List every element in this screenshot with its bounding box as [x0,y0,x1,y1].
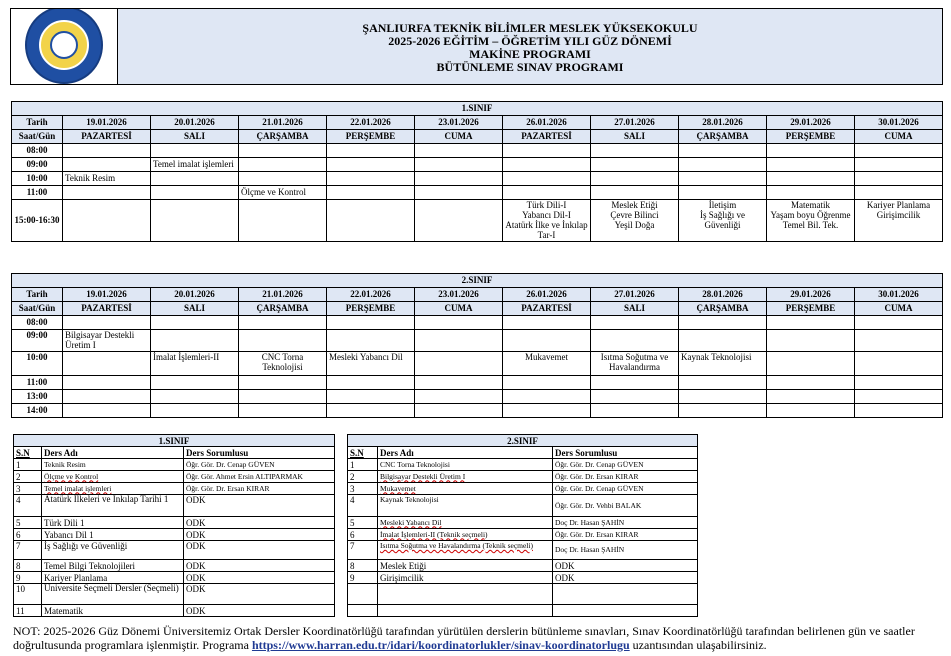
row-sn: 8 [348,560,378,572]
day-cell: CUMA [855,130,943,144]
instructor: ODK [184,605,335,617]
row-sn: 3 [348,483,378,495]
exam-cell: İletişim İş Sağlığı ve Güvenliği [679,200,767,242]
course-name: Türk Dili 1 [42,517,184,529]
header-sn: S.N [14,447,42,459]
date-cell: 30.01.2026 [855,288,943,302]
instructor: Öğr. Gör. Dr. Cenap GÜVEN [184,459,335,471]
exam-cell: Ölçme ve Kontrol [239,186,327,200]
time-cell: 10:00 [12,352,63,376]
course-name: Temel imalat işlemleri [42,483,184,495]
row-sn: 6 [14,529,42,541]
day-cell: PAZARTESİ [63,130,151,144]
instructor: ODK [184,572,335,584]
list-title: 1.SINIF [14,435,335,447]
instructor: Doç Dr. Hasan ŞAHİN [553,541,698,560]
day-cell: CUMA [855,302,943,316]
exam-cell: CNC Torna Teknolojisi [239,352,327,376]
time-cell: 14:00 [12,404,63,418]
exam-coordination-link[interactable]: https://www.harran.edu.tr/idari/koordinatorlukler/sinav-koordinatorlugu [251,638,630,652]
schedule-title: 1.SINIF [12,102,943,116]
time-cell: 08:00 [12,316,63,330]
university-seal-icon [25,9,103,85]
time-cell: 11:00 [12,376,63,390]
day-cell: PERŞEMBE [767,302,855,316]
course-name: Matematik [42,605,184,617]
row-sn: 9 [348,572,378,584]
row-sn: 2 [14,471,42,483]
date-cell: 23.01.2026 [415,288,503,302]
exam-cell: Teknik Resim [63,172,151,186]
date-cell: 27.01.2026 [591,116,679,130]
exam-cell: İmalat İşlemleri-II [151,352,239,376]
course-name: Kaynak Teknolojisi [378,495,553,517]
time-cell: 09:00 [12,158,63,172]
instructor: Öğr. Gör. Dr. Ersan KIRAR [553,529,698,541]
row-sn: 7 [348,541,378,560]
time-cell: 13:00 [12,390,63,404]
date-cell: 21.01.2026 [239,116,327,130]
time-cell: 08:00 [12,144,63,158]
row-sn: 5 [14,517,42,529]
row-sn: 3 [14,483,42,495]
header-instructor: Ders Sorumlusu [553,447,698,459]
exam-cell: Kaynak Teknolojisi [679,352,767,376]
title-line-3: MAKİNE PROGRAMI [469,47,591,61]
header-course: Ders Adı [378,447,553,459]
instructor: Doç Dr. Hasan ŞAHİN [553,517,698,529]
instructor: Öğr. Gör. Dr. Ersan KIRAR [553,471,698,483]
row-sn: 6 [348,529,378,541]
exam-cell: Matematik Yaşam boyu Öğrenme Temel Bil. Tek. [767,200,855,242]
course-name: Mukavemet [378,483,553,495]
date-cell: 27.01.2026 [591,288,679,302]
title-line-2: 2025-2026 EĞİTİM – ÖĞRETİM YILI GÜZ DÖNEMİ [388,34,672,48]
exam-cell: Meslek Etiği Çevre Bilinci Yeşil Doğa [591,200,679,242]
saat-label: Saat/Gün [12,302,63,316]
instructor: ODK [553,560,698,572]
course-list-1 [13,434,335,617]
date-cell: 22.01.2026 [327,288,415,302]
day-cell: PERŞEMBE [327,302,415,316]
document-title [118,9,943,85]
date-cell: 26.01.2026 [503,116,591,130]
exam-cell: Mukavemet [503,352,591,376]
date-cell: 26.01.2026 [503,288,591,302]
course-name: CNC Torna Teknolojisi [378,459,553,471]
day-cell: SALI [591,302,679,316]
course-name: Girişimcilik [378,572,553,584]
saat-label: Saat/Gün [12,130,63,144]
time-cell: 09:00 [12,330,63,352]
day-cell: ÇARŞAMBA [679,130,767,144]
date-cell: 19.01.2026 [63,288,151,302]
time-cell: 10:00 [12,172,63,186]
day-cell: SALI [151,130,239,144]
tarih-label: Tarih [12,116,63,130]
row-sn: 10 [14,584,42,605]
exam-cell: Kariyer Planlama Girişimcilik [855,200,943,242]
course-name: Kariyer Planlama [42,572,184,584]
exam-cell: Bilgisayar Destekli Üretim I [63,330,151,352]
instructor: ODK [184,517,335,529]
date-cell: 28.01.2026 [679,288,767,302]
note-text: NOT: 2025-2026 Güz Dönemi Üniversitemiz Ortak Dersler Koordinatörlüğü tarafından yürütülen derslerin bütünleme sınavları, Sınav Koordinatörlüğü tarafından belirlenen gün ve saatler doğrultusunda programlara işlenmiştir. Programa [13,624,915,652]
time-cell: 11:00 [12,186,63,200]
course-name: Temel Bilgi Teknolojileri [42,560,184,572]
footer-note [13,624,943,652]
schedule-table-2 [11,273,943,418]
row-sn: 5 [348,517,378,529]
course-name: Isıtma Soğutma ve Havalandırma (Teknik seçmeli) [378,541,553,560]
date-cell: 21.01.2026 [239,288,327,302]
course-name: Mesleki Yabancı Dil [378,517,553,529]
exam-cell: Mesleki Yabancı Dil [327,352,415,376]
instructor: ODK [184,529,335,541]
day-cell: PERŞEMBE [327,130,415,144]
instructor: Öğr. Gör. Dr. Vehbi BALAK [553,495,698,517]
row-sn: 1 [14,459,42,471]
logo-cell [11,9,118,85]
course-name: Teknik Resim [42,459,184,471]
day-cell: ÇARŞAMBA [239,302,327,316]
exam-cell: Temel imalat işlemleri [151,158,239,172]
instructor: ODK [553,572,698,584]
instructor: Öğr. Gör. Dr. Cenap GÜVEN [553,459,698,471]
date-cell: 20.01.2026 [151,116,239,130]
course-name: Meslek Etiği [378,560,553,572]
course-name: Ölçme ve Kontrol [42,471,184,483]
header-course: Ders Adı [42,447,184,459]
exam-cell: Isıtma Soğutma ve Havalandırma [591,352,679,376]
date-cell: 28.01.2026 [679,116,767,130]
course-name: Bilgisayar Destekli Üretim I [378,471,553,483]
instructor: Öğr. Gör. Dr. Cenap GÜVEN [553,483,698,495]
header-sn: S.N [348,447,378,459]
document-header [10,8,943,85]
title-line-4: BÜTÜNLEME SINAV PROGRAMI [436,60,624,74]
day-cell: PAZARTESİ [503,302,591,316]
course-name: Yabancı Dil 1 [42,529,184,541]
time-cell: 15:00-16:30 [12,200,63,242]
instructor: ODK [184,495,335,517]
date-cell: 30.01.2026 [855,116,943,130]
instructor: Öğr. Gör. Dr. Ersan KIRAR [184,483,335,495]
date-cell: 29.01.2026 [767,116,855,130]
day-cell: PAZARTESİ [63,302,151,316]
row-sn: 9 [14,572,42,584]
header-instructor: Ders Sorumlusu [184,447,335,459]
title-line-1: ŞANLIURFA TEKNİK BİLİMLER MESLEK YÜKSEKOKULU [362,21,698,35]
row-sn: 7 [14,541,42,560]
row-sn: 11 [14,605,42,617]
day-cell: ÇARŞAMBA [239,130,327,144]
day-cell: CUMA [415,302,503,316]
date-cell: 22.01.2026 [327,116,415,130]
row-sn: 1 [348,459,378,471]
exam-cell: Türk Dili-I Yabancı Dil-I Atatürk İlke ve İnkılap Tar-I [503,200,591,242]
instructor: ODK [184,560,335,572]
course-name: Üniversite Seçmeli Dersler (Seçmeli) [42,584,184,605]
course-name: İş Sağlığı ve Güvenliği [42,541,184,560]
instructor: ODK [184,541,335,560]
instructor: Öğr. Gör. Ahmet Ersin ALTIPARMAK [184,471,335,483]
day-cell: SALI [591,130,679,144]
day-cell: PERŞEMBE [767,130,855,144]
row-sn: 8 [14,560,42,572]
day-cell: PAZARTESİ [503,130,591,144]
row-sn: 4 [348,495,378,517]
schedule-table-1 [11,101,943,242]
row-sn: 4 [14,495,42,517]
instructor: ODK [184,584,335,605]
date-cell: 29.01.2026 [767,288,855,302]
course-name: İmalat İşlemleri-II (Teknik seçmeli) [378,529,553,541]
day-cell: CUMA [415,130,503,144]
list-title: 2.SINIF [348,435,698,447]
date-cell: 20.01.2026 [151,288,239,302]
day-cell: ÇARŞAMBA [679,302,767,316]
day-cell: SALI [151,302,239,316]
date-cell: 19.01.2026 [63,116,151,130]
row-sn: 2 [348,471,378,483]
schedule-title: 2.SINIF [12,274,943,288]
tarih-label: Tarih [12,288,63,302]
date-cell: 23.01.2026 [415,116,503,130]
course-list-2 [347,434,698,617]
note-text-end: uzantısından ulaşabilirsiniz. [629,638,767,652]
course-name: Atatürk İlkeleri ve İnkılap Tarihi 1 [42,495,184,517]
